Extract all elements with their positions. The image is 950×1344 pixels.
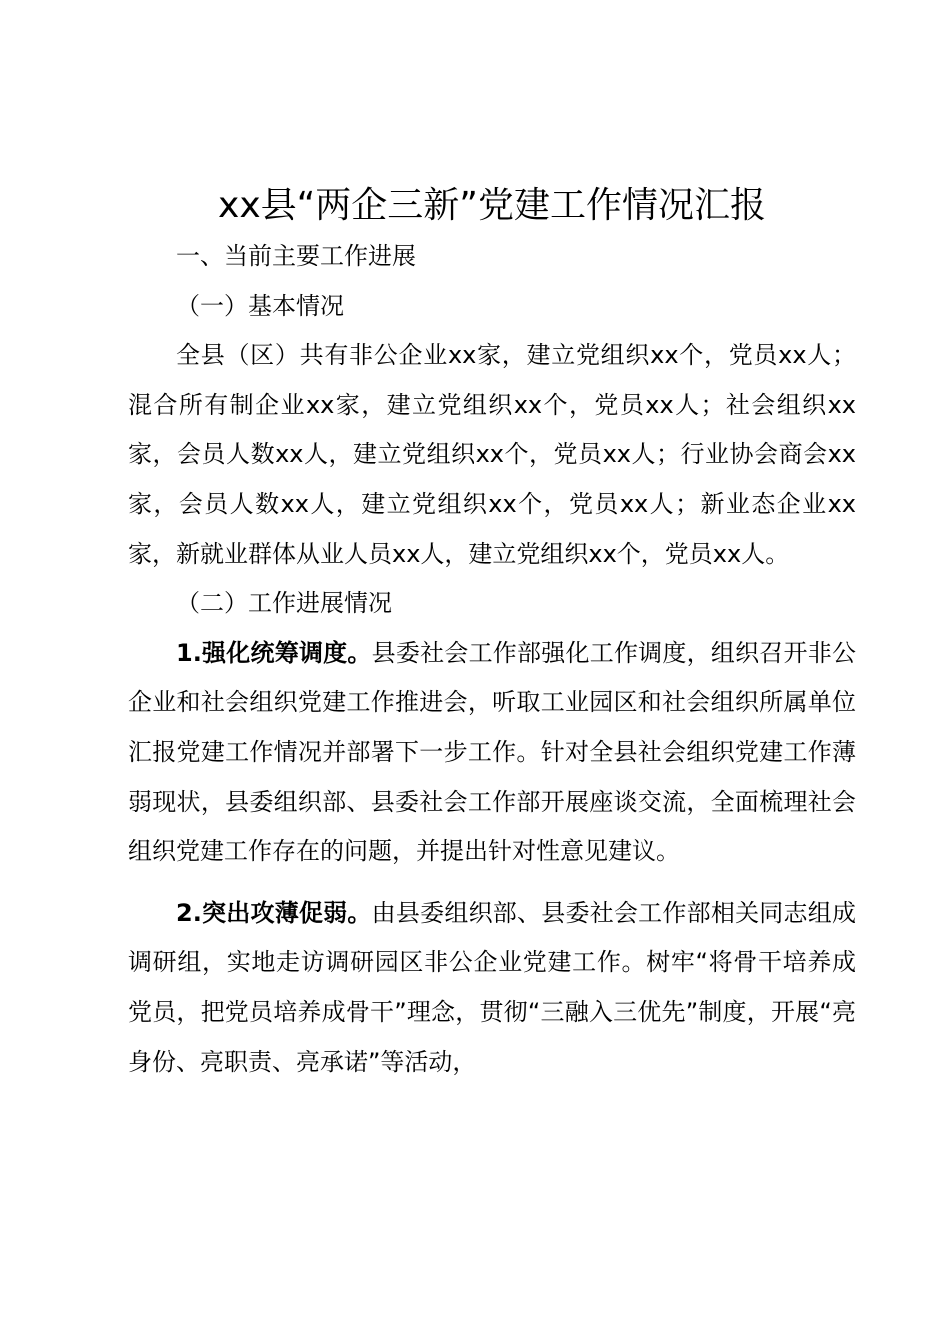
basic-situation-paragraph: 全县（区）共有非公企业xx家，建立党组织xx个，党员xx人；混合所有制企业xx家，建立党组织xx个，党员xx人；社会组织xx家，会员人数xx人，建立党组织xx个，党员xx人；行业协会商会xx家，会员人数xx人，建立党组织xx个，党员xx人；新业态企业xx家，新就业群体从业人员xx人，建立党组织xx个，党员xx人。 [128,341,856,568]
progress-item-1-lead: 1.强化统筹调度。 [176,638,372,667]
progress-item-1-text: 县委社会工作部强化工作调度，组织召开非公企业和社会组织党建工作推进会，听取工业园区和社会组织所属单位汇报党建工作情况并部署下一步工作。针对全县社会组织党建工作薄弱现状，县委组织部、县委社会工作部开展座谈交流，全面梳理社会组织党建工作存在的问题，并提出针对性意见建议。 [128,638,856,866]
subsection-heading-progress: （二）工作进展情况 [176,589,392,618]
section-heading-1: 一、当前主要工作进展 [176,242,416,270]
progress-item-1 [128,629,856,877]
progress-item-2-lead: 2.突出攻薄促弱。 [176,898,372,927]
progress-item-2-text: 由县委组织部、县委社会工作部相关同志组成调研组，实地走访调研园区非公企业党建工作。树牢“将骨干培养成党员，把党员培养成骨干”理念，贯彻“三融入三优先”制度，开展“亮身份、亮职责、亮承诺”等活动， [128,898,856,1076]
progress-item-2 [128,889,856,1087]
subsection-heading-basic: （一）基本情况 [176,291,344,320]
document-page [128,180,856,1087]
document-title: xx县“两企三新”党建工作情况汇报 [218,185,766,226]
paragraph-spacer [128,877,856,889]
